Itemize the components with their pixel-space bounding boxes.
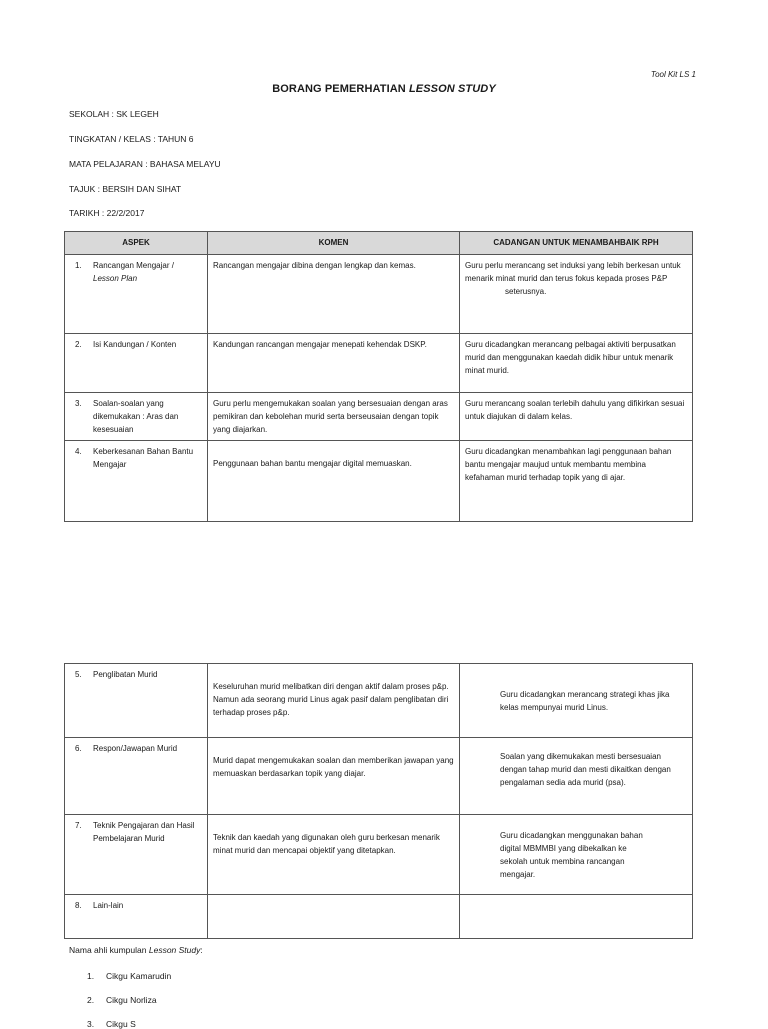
cadangan-cell: Guru dicadangkan merancang strategi khas jika kelas mempunyai murid Linus. xyxy=(460,664,693,738)
komen-cell: Guru perlu mengemukakan soalan yang bersesuaian dengan aras pemikiran dan kebolehan murid serta berseusaian dengan topik yang diajarkan. xyxy=(208,393,460,441)
member-name: Cikgu Norliza xyxy=(106,995,157,1005)
cadangan-cell xyxy=(460,895,693,939)
aspek-cell xyxy=(65,664,208,738)
table-row xyxy=(65,895,693,939)
komen-cell: Murid dapat mengemukakan soalan dan memberikan jawapan yang memuaskan berdasarkan topik yang diajar. xyxy=(208,738,460,815)
table-header-row xyxy=(65,232,693,255)
members-title-suffix: : xyxy=(200,945,203,955)
table-row xyxy=(65,393,693,441)
aspek-number: 2. xyxy=(75,340,82,349)
komen-cell: Kandungan rancangan mengajar menepati kehendak DSKP. xyxy=(208,334,460,393)
member-name: Cikgu S xyxy=(106,1019,136,1029)
aspek-number: 8. xyxy=(75,901,82,910)
table-row xyxy=(65,738,693,815)
aspek-number: 4. xyxy=(75,447,82,456)
komen-cell: Teknik dan kaedah yang digunakan oleh guru berkesan menarik minat murid dan mencapai objektif yang ditetapkan. xyxy=(208,815,460,895)
title-main: BORANG PEMERHATIAN xyxy=(272,83,409,95)
meta-sekolah: SEKOLAH : SK LEGEH xyxy=(69,109,159,119)
title-italic: LESSON STUDY xyxy=(408,83,496,95)
cadangan-cell: Soalan yang dikemukakan mesti bersesuaian dengan tahap murid dan mesti dikaitkan dengan pengalaman sedia ada murid (psa). xyxy=(460,738,693,815)
aspek-cell xyxy=(65,255,208,334)
aspek-cell xyxy=(65,738,208,815)
member-number: 2. xyxy=(87,995,95,1005)
aspek-number: 1. xyxy=(75,261,82,270)
table-row xyxy=(65,815,693,895)
cadangan-text: Guru perlu merancang set induksi yang lebih berkesan untuk menarik minat murid dan terus fokus kepada proses P&P xyxy=(465,261,681,283)
aspek-cell xyxy=(65,393,208,441)
member-number: 3. xyxy=(87,1019,95,1029)
member-number: 1. xyxy=(87,971,95,981)
header-cadangan: CADANGAN UNTUK MENAMBAHBAIK RPH xyxy=(460,232,693,255)
aspek-text: Penglibatan Murid xyxy=(93,670,158,679)
aspek-number: 5. xyxy=(75,670,82,679)
aspek-number: 3. xyxy=(75,399,82,408)
list-item xyxy=(87,971,171,981)
cadangan-cell: Guru dicadangkan merancang pelbagai aktiviti berpusatkan murid dan menggunakan kaedah didik hibur untuk menarik minat murid. xyxy=(460,334,693,393)
aspek-cell xyxy=(65,815,208,895)
header-aspek: ASPEK xyxy=(65,232,208,255)
aspek-text: Respon/Jawapan Murid xyxy=(93,744,178,753)
observation-table-part-2 xyxy=(64,663,693,939)
aspek-text: Isi Kandungan / Konten xyxy=(93,340,177,349)
aspek-text: Soalan-soalan yang dikemukakan : Aras dan kesesuaian xyxy=(93,399,179,434)
aspek-text-italic: Lesson Plan xyxy=(93,274,138,283)
meta-tingkatan: TINGKATAN / KELAS : TAHUN 6 xyxy=(69,134,194,144)
komen-cell: Rancangan mengajar dibina dengan lengkap dan kemas. xyxy=(208,255,460,334)
list-item xyxy=(87,1019,136,1029)
table-row xyxy=(65,664,693,738)
cadangan-cell: Guru merancang soalan terlebih dahulu yang difikirkan sesuai untuk diajukan di dalam kelas. xyxy=(460,393,693,441)
observation-table-part-1 xyxy=(64,231,693,522)
cadangan-cell: Guru dicadangkan menggunakan bahan digital MBMMBI yang dibekalkan ke sekolah untuk membina rancangan mengajar. xyxy=(460,815,693,895)
cadangan-extra: seterusnya. xyxy=(505,287,547,296)
aspek-text: Teknik Pengajaran dan Hasil Pembelajaran Murid xyxy=(93,821,195,843)
members-title-prefix: Nama ahli kumpulan xyxy=(69,945,149,955)
aspek-text: Lain-lain xyxy=(93,901,124,910)
list-item xyxy=(87,995,157,1005)
aspek-text: Keberkesanan Bahan Bantu Mengajar xyxy=(93,447,194,469)
table-row xyxy=(65,334,693,393)
aspek-cell xyxy=(65,895,208,939)
members-title-italic: Lesson Study xyxy=(148,945,201,955)
aspek-cell xyxy=(65,441,208,522)
aspek-number: 6. xyxy=(75,744,82,753)
meta-tarikh: TARIKH : 22/2/2017 xyxy=(69,208,145,218)
komen-cell xyxy=(208,895,460,939)
komen-cell: Keseluruhan murid melibatkan diri dengan aktif dalam proses p&p. Namun ada seorang murid Linus agak pasif dalam penglibatan diri terhadap proses p&p. xyxy=(208,664,460,738)
aspek-number: 7. xyxy=(75,821,82,830)
page-title xyxy=(0,83,768,95)
table-row xyxy=(65,255,693,334)
cadangan-cell: Guru dicadangkan menambahkan lagi penggunaan bahan bantu mengajar maujud untuk membantu membina kefahaman murid terhadap topik yang di ajar. xyxy=(460,441,693,522)
meta-tajuk: TAJUK : BERSIH DAN SIHAT xyxy=(69,184,182,194)
cadangan-cell xyxy=(460,255,693,334)
header-komen: KOMEN xyxy=(208,232,460,255)
member-name: Cikgu Kamarudin xyxy=(106,971,172,981)
komen-cell: Penggunaan bahan bantu mengajar digital memuaskan. xyxy=(208,441,460,522)
toolkit-label: Tool Kit LS 1 xyxy=(650,70,696,79)
aspek-text: Rancangan Mengajar / xyxy=(93,261,174,270)
table-row xyxy=(65,441,693,522)
meta-mata-pelajaran: MATA PELAJARAN : BAHASA MELAYU xyxy=(69,159,221,169)
members-title xyxy=(69,945,203,955)
aspek-cell xyxy=(65,334,208,393)
